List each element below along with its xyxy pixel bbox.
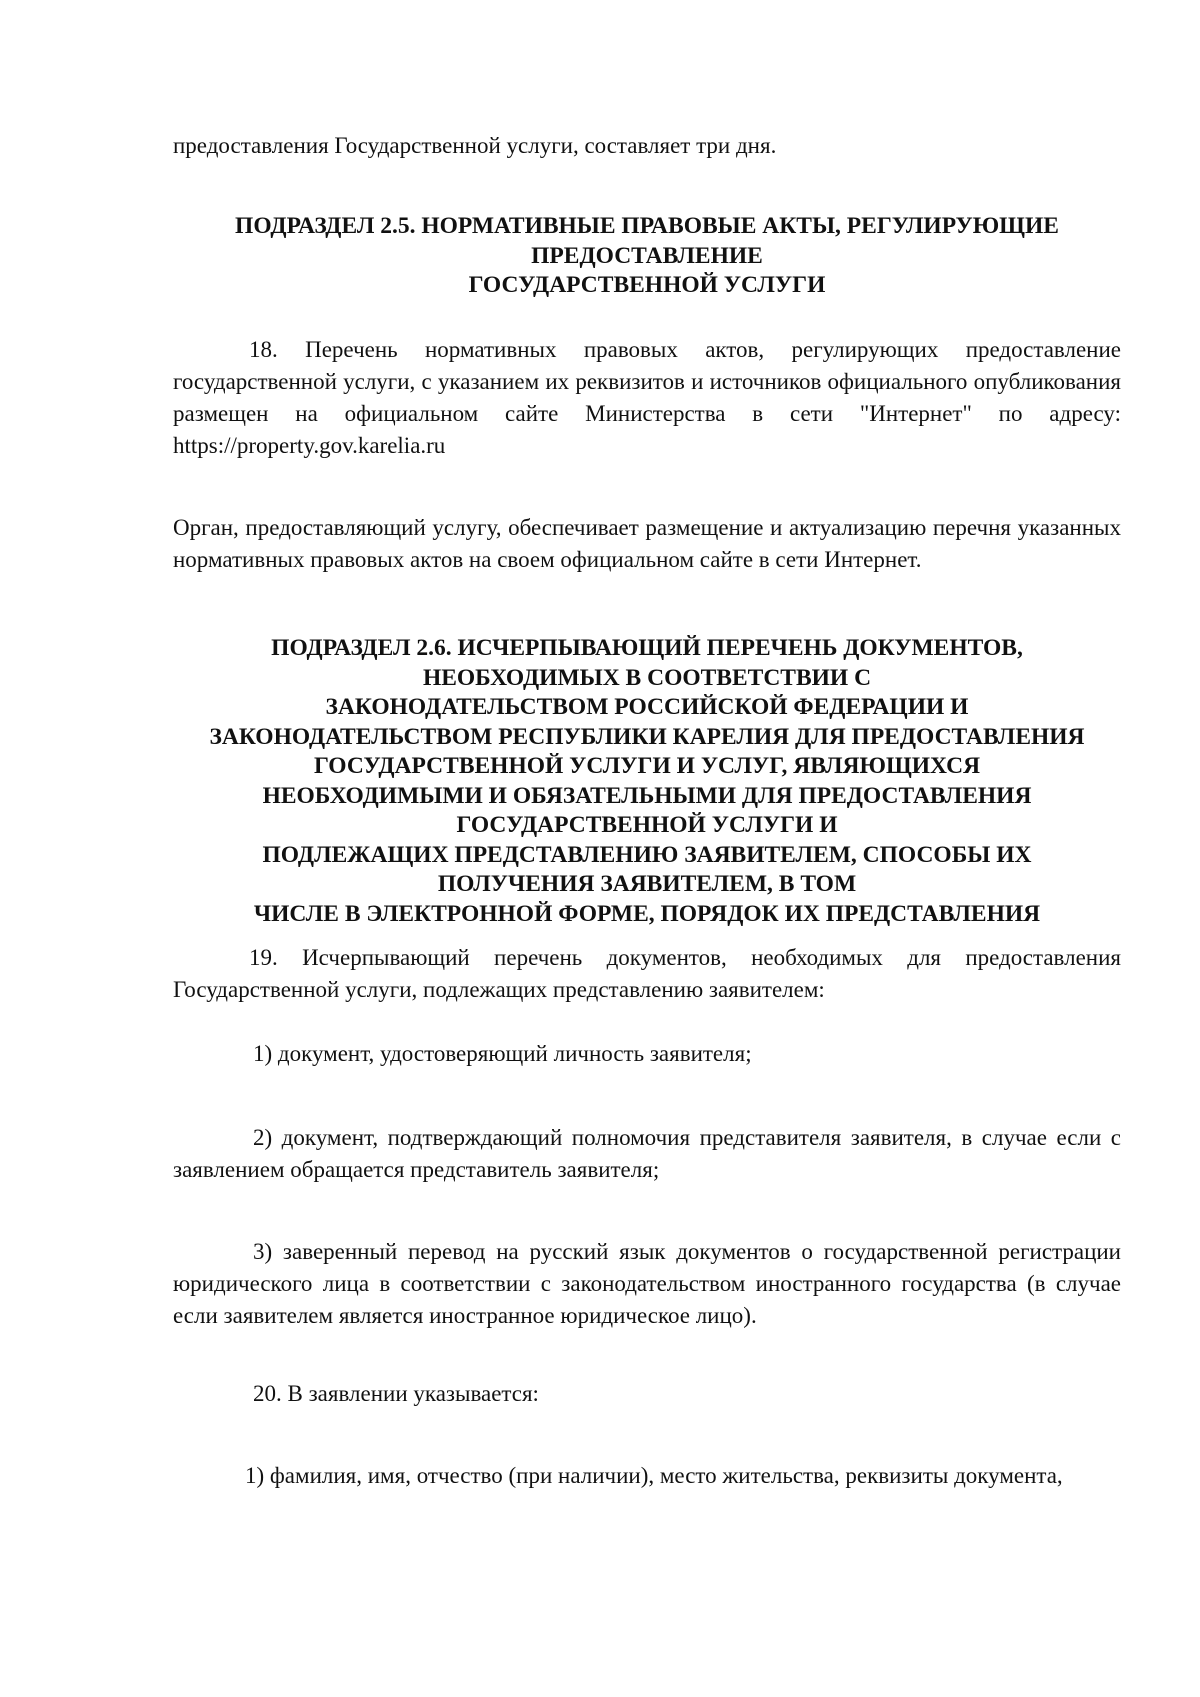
section-2-6-heading-line: НЕОБХОДИМЫХ В СООТВЕТСТВИИ С: [422, 664, 872, 691]
paragraph-organ: Орган, предоставляющий услугу, обеспечивает размещение и актуализацию перечня указанных нормативных правовых актов на своем официальном сайте в сети Интернет.: [173, 515, 1121, 572]
section-2-6-heading-line: ПОЛУЧЕНИЯ ЗАЯВИТЕЛЕМ, В ТОМ: [437, 871, 857, 897]
section-2-6-heading-line: ЗАКОНОДАТЕЛЬСТВОМ РЕСПУБЛИКИ КАРЕЛИЯ ДЛЯ ПРЕДОСТАВЛЕНИЯ: [209, 723, 1085, 750]
section-2-5-heading-line: ПОДРАЗДЕЛ 2.5. НОРМАТИВНЫЕ ПРАВОВЫЕ АКТЫ, РЕГУЛИРУЮЩИЕ: [235, 213, 1059, 239]
section-2-6-heading-line: НЕОБХОДИМЫМИ И ОБЯЗАТЕЛЬНЫМИ ДЛЯ ПРЕДОСТАВЛЕНИЯ: [262, 782, 1032, 809]
paragraph-19: 19. Исчерпывающий перечень документов, необходимых для предоставления Государственной услуги, подлежащих представлению заявителем:: [173, 945, 1121, 1002]
list-item: 3) заверенный перевод на русский язык документов о государственной регистрации юридического лица в соответствии с законодательством иностранного государства (в случае если заявителем является иностранное юридическое лицо).: [173, 1239, 1121, 1328]
list-item: 2) документ, подтверждающий полномочия представителя заявителя, в случае если с заявлением обращается представитель заявителя;: [173, 1125, 1121, 1182]
section-2-6-heading-line: ПОДЛЕЖАЩИХ ПРЕДСТАВЛЕНИЮ ЗАЯВИТЕЛЕМ, СПОСОБЫ ИХ: [262, 841, 1032, 868]
list-item: 1) документ, удостоверяющий личность заявителя;: [253, 1041, 752, 1066]
continued-text-line: [173, 130, 1121, 162]
section-2-6-heading: [173, 634, 1121, 929]
section-2-6-heading-line: ПОДРАЗДЕЛ 2.6. ИСЧЕРПЫВАЮЩИЙ ПЕРЕЧЕНЬ ДОКУМЕНТОВ,: [271, 635, 1023, 661]
paragraph-18: 18. Перечень нормативных правовых актов, регулирующих предоставление государственной услуги, с указанием их реквизитов и источников официального опубликования размещен на официальном сайте Министерства в сети "Интернет" по адресу: https://property.gov.karelia.ru: [173, 337, 1121, 458]
list-item: 1) фамилия, имя, отчество (при наличии), место жительства, реквизиты документа,: [245, 1463, 1063, 1488]
continued-text: предоставления Государственной услуги, составляет три дня.: [173, 133, 777, 158]
section-2-5-heading-line: ГОСУДАРСТВЕННОЙ УСЛУГИ: [468, 272, 826, 298]
section-2-6-heading-line: ЗАКОНОДАТЕЛЬСТВОМ РОССИЙСКОЙ ФЕДЕРАЦИИ И: [325, 694, 969, 720]
section-2-6-heading-line: ГОСУДАРСТВЕННОЙ УСЛУГИ И: [456, 812, 838, 838]
paragraph-20: 20. В заявлении указывается:: [253, 1381, 539, 1406]
section-2-5-heading: [173, 212, 1121, 301]
section-2-6-heading-line: ЧИСЛЕ В ЭЛЕКТРОННОЙ ФОРМЕ, ПОРЯДОК ИХ ПРЕДСТАВЛЕНИЯ: [253, 900, 1041, 927]
section-2-5-heading-line: ПРЕДОСТАВЛЕНИЕ: [531, 242, 763, 269]
section-2-6-heading-line: ГОСУДАРСТВЕННОЙ УСЛУГИ И УСЛУГ, ЯВЛЯЮЩИХСЯ: [313, 753, 981, 779]
